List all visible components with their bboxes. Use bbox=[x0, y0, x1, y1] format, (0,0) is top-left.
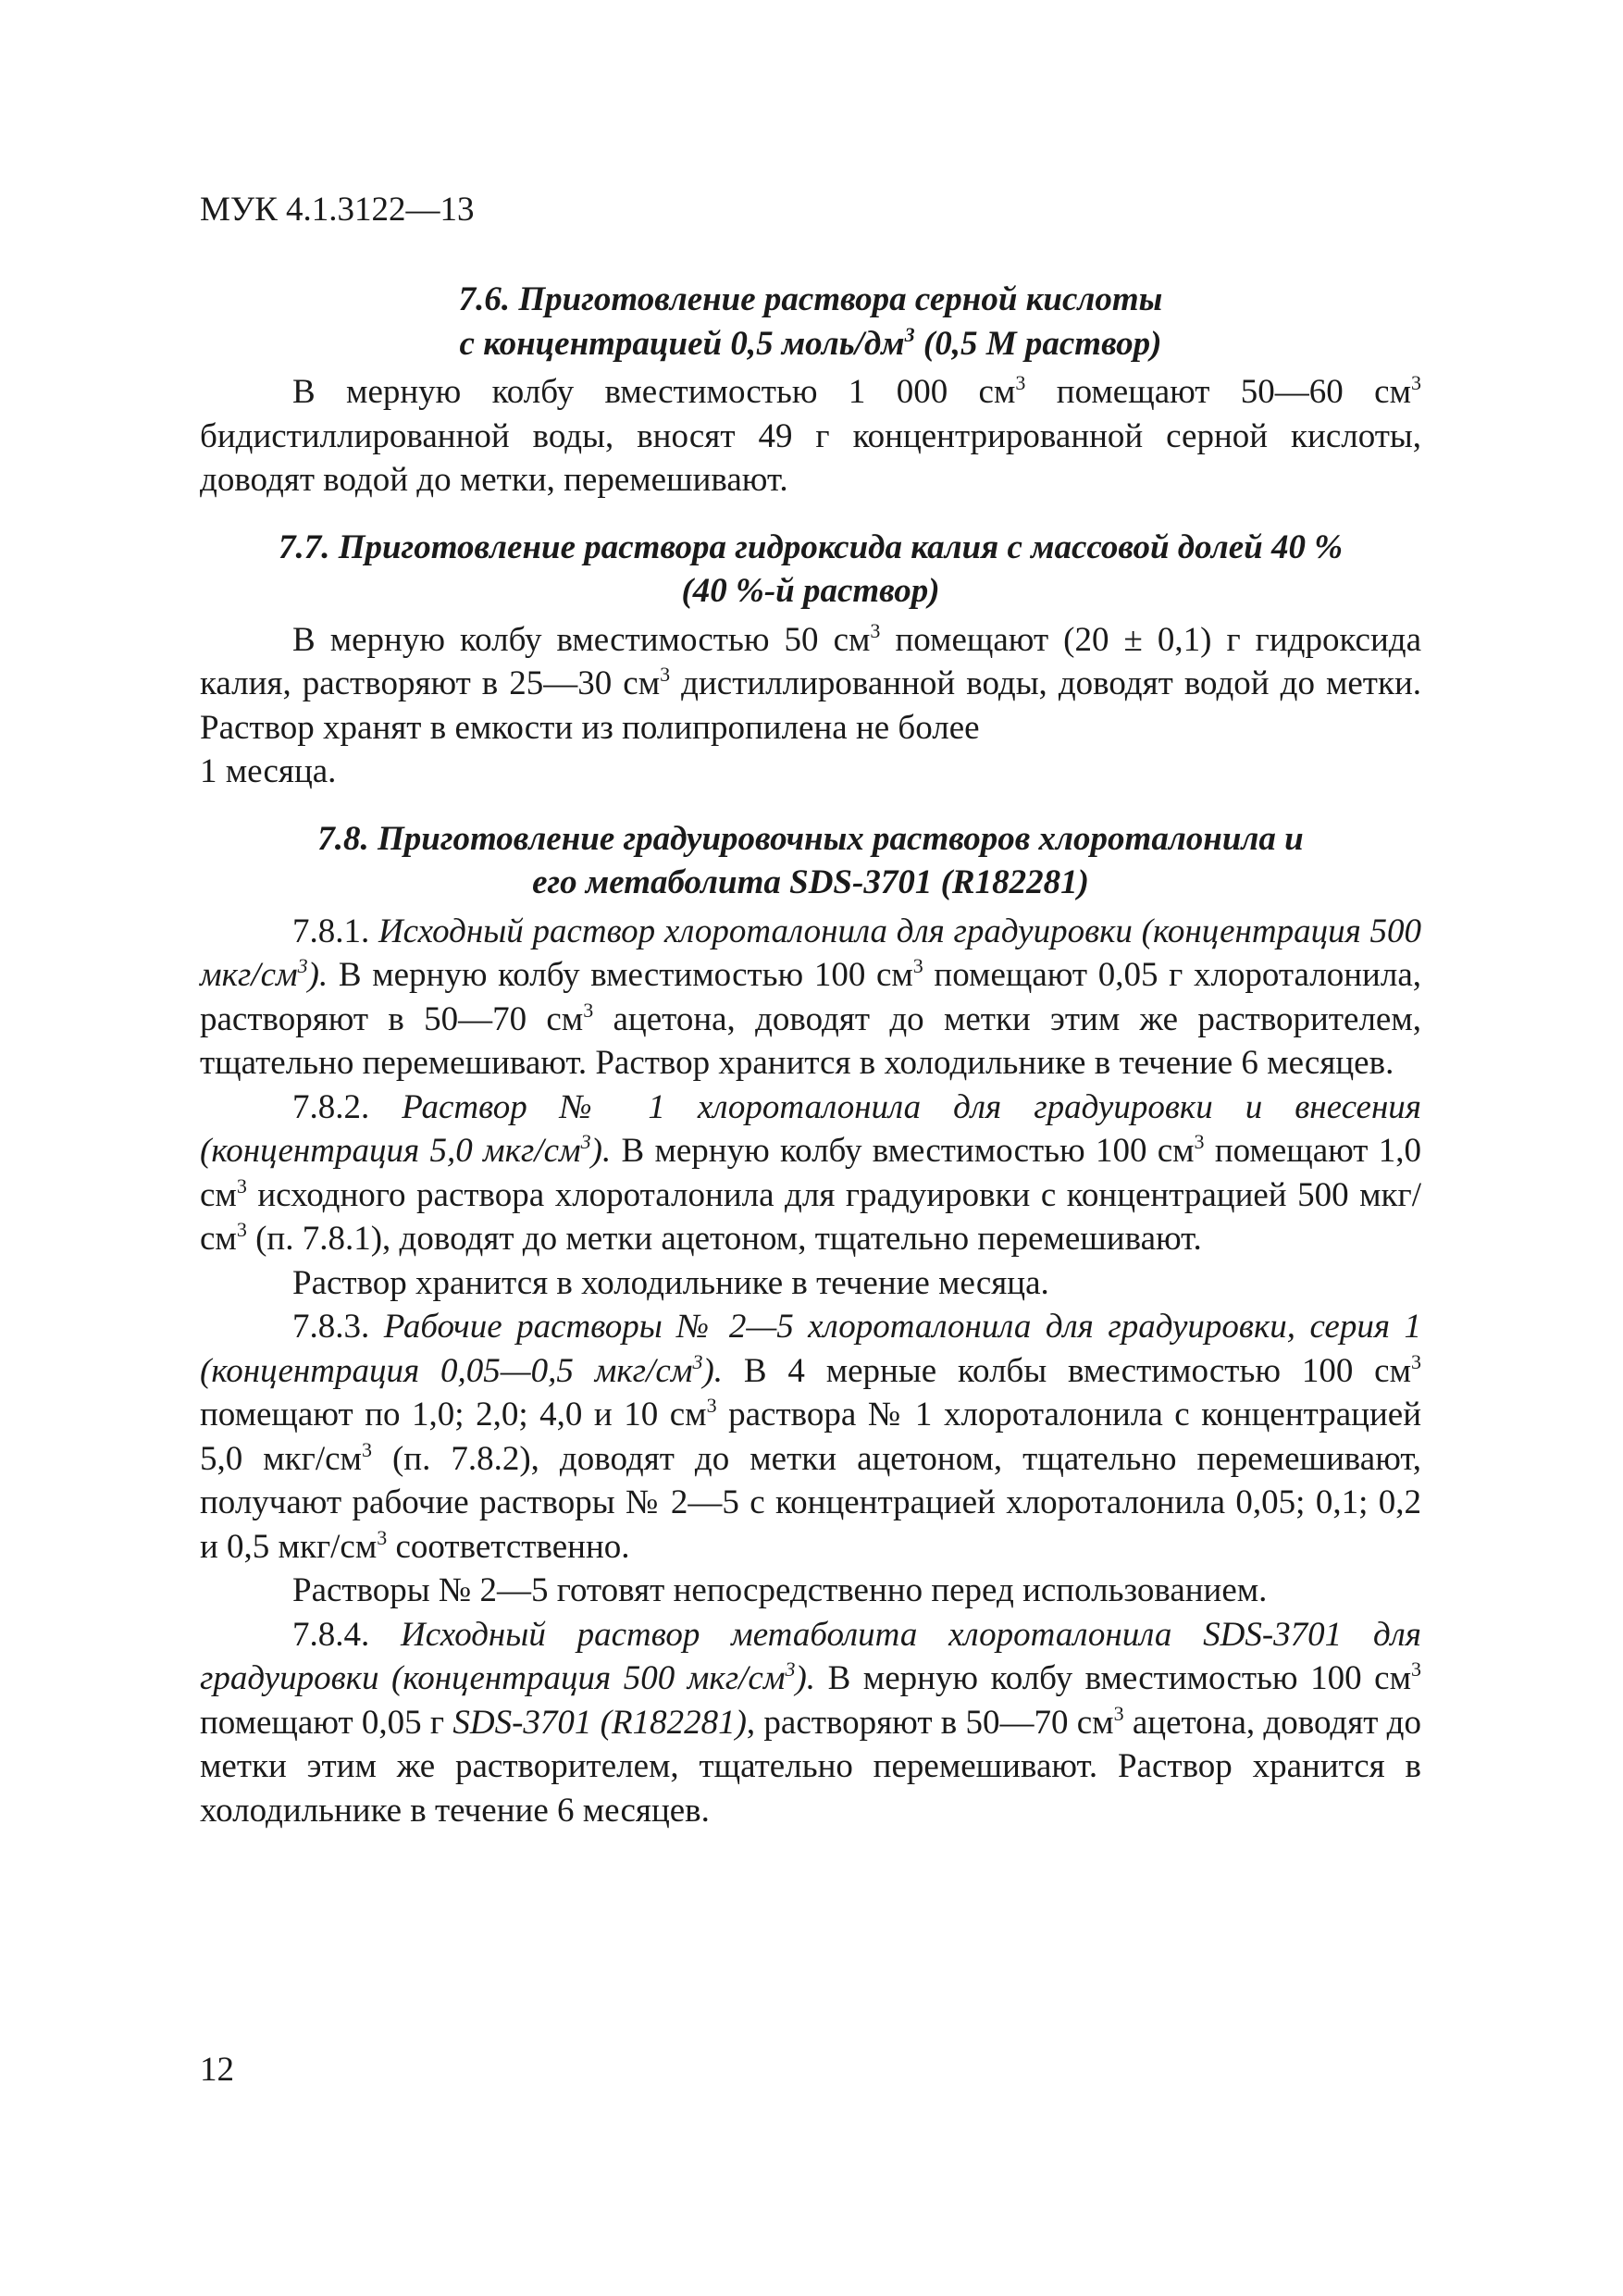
superscript: 3 bbox=[1411, 1657, 1421, 1681]
superscript: 3 bbox=[580, 1130, 591, 1153]
text-run: (п. 7.8.2), доводят до метки ацетоном, тщательно перемешивают, получают рабочие растворы № 2—5 с концентрацией хлороталонила 0,05; 0,1; 0,2 и 0,5 мкг/см bbox=[200, 1439, 1422, 1566]
spacer bbox=[200, 503, 1421, 526]
superscript: 3 bbox=[583, 998, 594, 1022]
superscript: 3 bbox=[1113, 1701, 1124, 1725]
text-run: бидистиллированной воды, вносят 49 г концентрированной серной кислоты, доводят водой до метки, перемешивают. bbox=[200, 416, 1421, 499]
subsection-7-8-2-storage: Раствор хранится в холодильнике в течение месяца. bbox=[292, 1263, 1049, 1302]
text-run: помещают (20 ± 0,1) г гидроксида калия, растворяют в 25—30 см bbox=[200, 620, 1421, 702]
superscript: 3 bbox=[297, 954, 308, 977]
document-code-header: МУК 4.1.3122—13 bbox=[200, 191, 475, 229]
text-run: ацетона, доводят до метки этим же растворителем, тщательно перемешивают. Раствор хранится в холодильнике в течение 6 месяцев. bbox=[200, 999, 1421, 1082]
section-7-6-title-line2b: (0,5 М раствор) bbox=[914, 324, 1162, 363]
text-run: В мерную колбу вместимостью 100 см bbox=[328, 956, 913, 994]
section-7-8-title-line1: 7.8. Приготовление градуировочных растворов хлороталонила и bbox=[317, 819, 1304, 858]
superscript: 3 bbox=[236, 1173, 247, 1198]
text-run: SDS-3701 (R182281) bbox=[452, 1703, 747, 1742]
text-run: помещают по 1,0; 2,0; 4,0 и 10 см bbox=[200, 1396, 707, 1433]
subsection-7-8-4 bbox=[200, 1613, 1421, 1833]
text-run: помещают 0,05 г bbox=[200, 1703, 453, 1742]
text-run: (п. 7.8.1), доводят до метки ацетоном, тщательно перемешивают. bbox=[246, 1220, 1202, 1258]
text-run: , растворяют в 50—70 см bbox=[746, 1703, 1114, 1742]
superscript: 3 bbox=[692, 1349, 703, 1373]
section-7-7-title bbox=[200, 526, 1421, 614]
section-7-8-title bbox=[200, 817, 1421, 905]
section-7-6-title-line2a: с концентрацией 0,5 моль/дм bbox=[459, 324, 905, 363]
superscript: 3 bbox=[1015, 371, 1026, 394]
section-7-6-title bbox=[200, 278, 1421, 366]
page-number: 12 bbox=[200, 2051, 234, 2089]
superscript: 3 bbox=[660, 663, 671, 686]
subsection-7-8-2 bbox=[200, 1086, 1421, 1261]
spacer bbox=[200, 794, 1421, 817]
document-body bbox=[200, 278, 1421, 1832]
superscript: 3 bbox=[912, 954, 923, 977]
superscript: 3 bbox=[377, 1525, 388, 1549]
text-run: ). bbox=[307, 956, 328, 994]
text-run: дистиллированной воды, доводят водой до метки. Раствор хранят в емкости из полипропилена не более bbox=[200, 664, 1421, 747]
section-7-7-title-line2: (40 %-й раствор) bbox=[681, 572, 940, 610]
section-7-7-title-line1: 7.7. Приготовление раствора гидроксида калия с массовой долей 40 % bbox=[278, 527, 1344, 566]
subsection-7-8-3 bbox=[200, 1305, 1421, 1569]
section-7-7-paragraph-tail: 1 месяца. bbox=[200, 752, 337, 790]
text-run: В мерную колбу вместимостью 1 000 см bbox=[292, 373, 1016, 411]
section-7-6-title-line1: 7.6. Приготовление раствора серной кислоты bbox=[458, 280, 1163, 318]
text-run: В 4 мерные колбы вместимостью 100 см bbox=[723, 1351, 1411, 1390]
superscript: 3 bbox=[706, 1394, 717, 1417]
superscript: 3 bbox=[361, 1437, 372, 1461]
text-run: помещают 50—60 см bbox=[1025, 373, 1412, 411]
superscript: 3 bbox=[904, 322, 915, 346]
text-run: помещают 0,05 г хлороталонила, растворяют в 50—70 см bbox=[200, 956, 1421, 1038]
subsection-number: 7.8.1. bbox=[292, 912, 378, 950]
text-run: Раствор № 1 хлороталонила для градуировки и внесения (концентрация 5,0 мкг/см bbox=[200, 1087, 1422, 1170]
subsection-number: 7.8.3. bbox=[292, 1308, 384, 1346]
section-7-6-paragraph bbox=[200, 370, 1421, 503]
text-run: ). bbox=[795, 1659, 816, 1697]
text-run: Рабочие растворы № 2—5 хлороталонила для градуировки, серия 1 (концентрация 0,05—0,5 мкг/см bbox=[200, 1308, 1421, 1390]
text-run: Исходный раствор хлороталонила для градуировки (концентрация 500 мкг/см bbox=[200, 912, 1422, 994]
subsection-7-8-1 bbox=[200, 910, 1421, 1086]
superscript: 3 bbox=[785, 1657, 796, 1681]
text-run: В мерную колбу вместимостью 50 см bbox=[292, 620, 871, 659]
text-run: ). bbox=[702, 1351, 724, 1390]
subsection-number: 7.8.2. bbox=[292, 1087, 403, 1126]
text-run: ацетона, доводят до метки этим же растворителем, тщательно перемешивают. Раствор хранится в холодильнике в течение 6 месяцев. bbox=[200, 1703, 1421, 1830]
section-7-8-title-line2: его метаболита SDS-3701 (R182281) bbox=[532, 863, 1089, 901]
text-run: В мерную колбу вместимостью 100 см bbox=[815, 1659, 1411, 1697]
text-run: Исходный раствор метаболита хлороталонила SDS-3701 для градуировки (концентрация 500 мкг/см bbox=[200, 1615, 1421, 1697]
text-run: ). bbox=[590, 1132, 612, 1170]
superscript: 3 bbox=[1411, 371, 1422, 394]
text-run: раствора № 1 хлороталонила с концентрацией 5,0 мкг/см bbox=[200, 1396, 1422, 1478]
superscript: 3 bbox=[1194, 1130, 1205, 1153]
superscript: 3 bbox=[1411, 1349, 1421, 1373]
section-7-7-paragraph bbox=[200, 618, 1421, 751]
text-run: исходного раствора хлороталонила для градуировки с концентрацией 500 мкг/см bbox=[200, 1175, 1421, 1258]
superscript: 3 bbox=[870, 618, 881, 642]
text-run: помещают 1,0 см bbox=[200, 1132, 1421, 1214]
subsection-number: 7.8.4. bbox=[292, 1615, 402, 1654]
text-run: соответственно. bbox=[387, 1527, 630, 1566]
superscript: 3 bbox=[236, 1218, 247, 1241]
text-run: В мерную колбу вместимостью 100 см bbox=[611, 1132, 1195, 1170]
subsection-7-8-3-usage: Растворы № 2—5 готовят непосредственно перед использованием. bbox=[292, 1571, 1268, 1609]
